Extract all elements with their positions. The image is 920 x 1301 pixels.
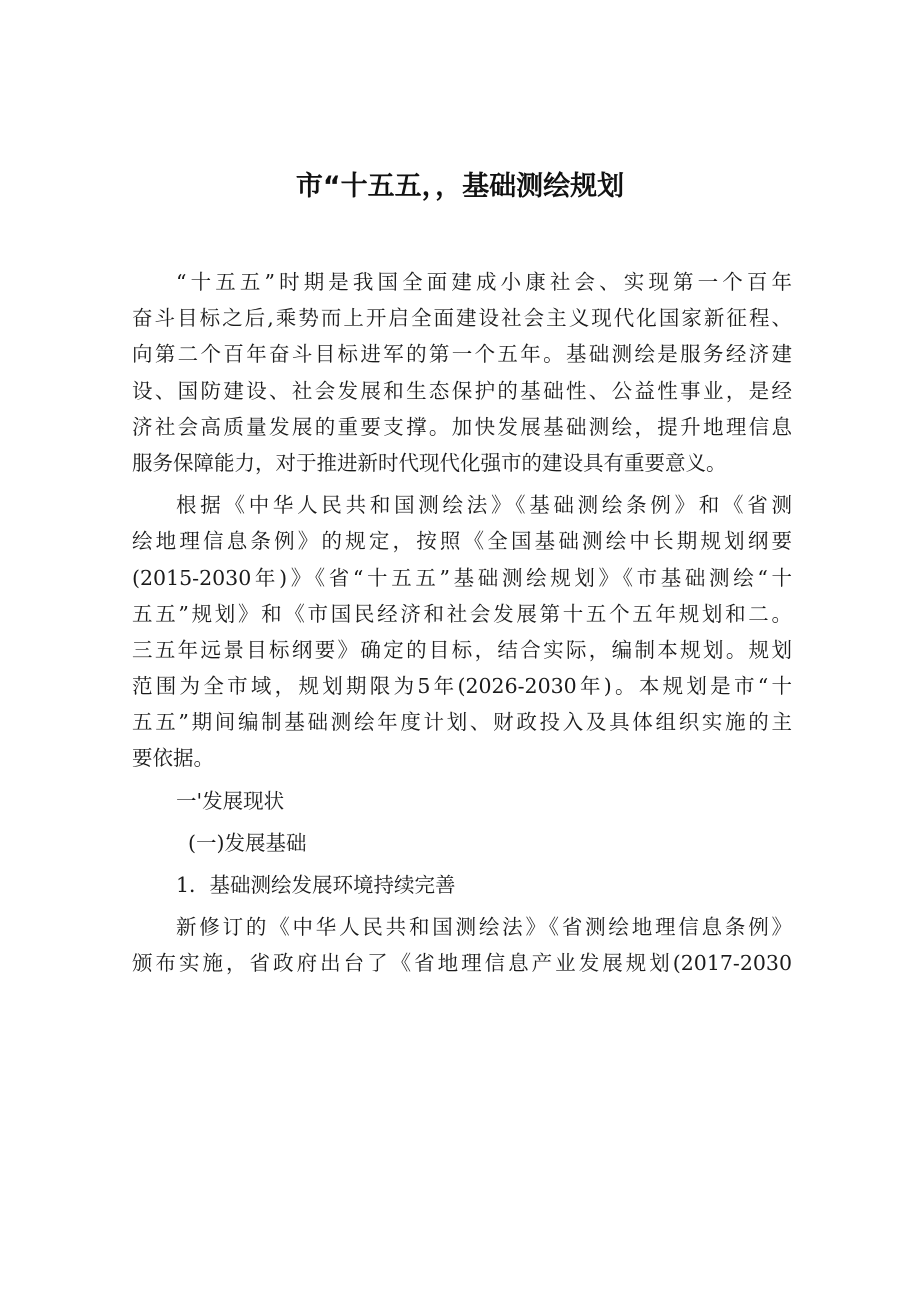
section-heading: 一'发展现状 xyxy=(176,788,285,813)
paragraph-line: 五五”期间编制基础测绘年度计划、财政投入及具体组织实施的主 xyxy=(132,710,792,735)
paragraph-line: 根据《中华人民共和国测绘法》《基础测绘条例》和《省测 xyxy=(176,493,792,518)
subsection-heading: (一)发展基础 xyxy=(188,830,307,855)
paragraph-line: (2015-2030年)》《省“十五五”基础测绘规划》《市基础测绘“十 xyxy=(132,565,792,590)
paragraph-line: 济社会高质量发展的重要支撑。加快发展基础测绘，提升地理信息 xyxy=(132,414,792,439)
paragraph-line: 三五年远景目标纲要》确定的目标，结合实际，编制本规划。规划 xyxy=(132,637,792,662)
paragraph-line: 向第二个百年奋斗目标进军的第一个五年。基础测绘是服务经济建 xyxy=(132,342,792,367)
paragraph-line: 要依据。 xyxy=(132,746,214,771)
paragraph-line: 范围为全市域，规划期限为5年(2026-2030年)。本规划是市“十 xyxy=(132,674,792,699)
paragraph-environment xyxy=(132,909,792,981)
paragraph-line: “十五五”时期是我国全面建成小康社会、实现第一个百年 xyxy=(176,270,792,294)
item-heading: 1．基础测绘发展环境持续完善 xyxy=(176,873,456,897)
paragraph-line: 设、国防建设、社会发展和生态保护的基础性、公益性事业，是经 xyxy=(132,378,792,403)
paragraph-line: 颁布实施，省政府出台了《省地理信息产业发展规划(2017-2030 xyxy=(132,951,792,976)
page-title: 市“十五五，，基础测绘规划 xyxy=(295,171,625,202)
paragraph-basis xyxy=(132,487,792,777)
paragraph-intro xyxy=(132,264,792,481)
paragraph-line: 五五”规划》和《市国民经济和社会发展第十五个五年规划和二。 xyxy=(132,601,792,626)
paragraph-line: 奋斗目标之后,乘势而上开启全面建设社会主义现代化国家新征程、 xyxy=(132,306,792,331)
paragraph-line: 绘地理信息条例》的规定，按照《全国基础测绘中长期规划纲要 xyxy=(132,529,792,554)
paragraph-line: 新修订的《中华人民共和国测绘法》《省测绘地理信息条例》 xyxy=(176,915,792,940)
paragraph-line: 服务保障能力，对于推进新时代现代化强市的建设具有重要意义。 xyxy=(132,450,727,475)
document-body xyxy=(132,264,792,982)
